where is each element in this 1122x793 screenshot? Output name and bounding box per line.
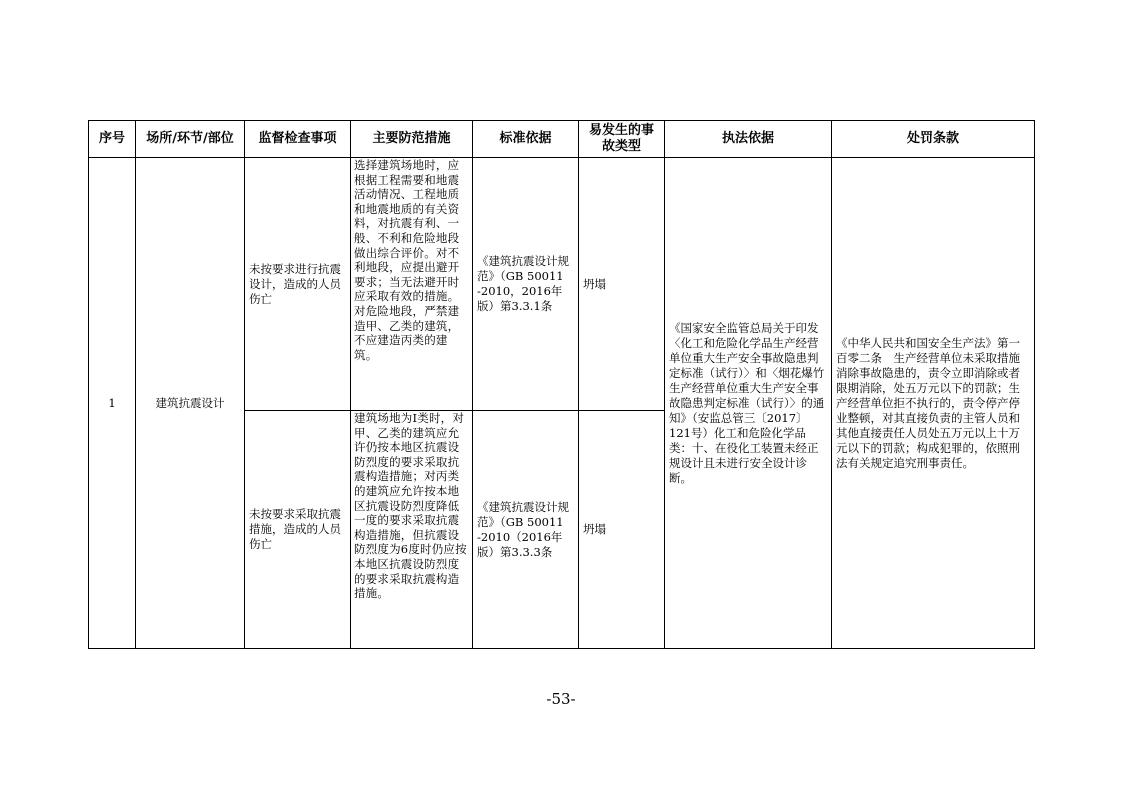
header-location: 场所/环节/部位 [136,121,245,158]
measure-cell: 选择建筑场地时，应根据工程需要和地震活动情况、工程地质和地震地质的有关资料，对抗震有利、一般、不利和危险地段做出综合评价。对不利地段，应提出避开要求；当无法避开时应采取有效的措施。对危险地段，严禁建造甲、乙类的建筑，不应建造丙类的建筑。 [351,158,473,411]
header-standard: 标准依据 [473,121,579,158]
inspection-item-cell: 未按要求采取抗震措施，造成的人员伤亡 [245,411,351,649]
inspection-item-cell: 未按要求进行抗震设计，造成的人员伤亡 [245,158,351,411]
penalty-cell: 《中华人民共和国安全生产法》第一百零二条 生产经营单位未采取措施消除事故隐患的，责令立即消除或者限期消除，处五万元以下的罚款；生产经营单位拒不执行的，责令停产停业整顿，对其直接负责的主管人员和其他直接责任人员处五万元以上十万元以下的罚款；构成犯罪的，依照刑法有关规定追究刑事责任。 [832,158,1035,649]
standard-cell: 《建筑抗震设计规范》（GB 50011 -2010，2016年版）第3.3.1条 [473,158,579,411]
header-accident-type: 易发生的事故类型 [579,121,665,158]
seq-cell: 1 [89,158,136,649]
law-basis-cell: 《国家安全监管总局关于印发〈化工和危险化学品生产经营单位重大生产安全事故隐患判定标准（试行）〉和〈烟花爆竹生产经营单位重大生产安全事故隐患判定标准（试行）〉的通知》（安监总管三〔2017〕121号）化工和危险化学品类：十、在役化工装置未经正规设计且未进行安全设计诊断。 [665,158,832,649]
header-measures: 主要防范措施 [351,121,473,158]
header-penalty: 处罚条款 [832,121,1035,158]
location-cell: 建筑抗震设计 [136,158,245,649]
standard-cell: 《建筑抗震设计规范》（GB 50011 -2010（2016年版）第3.3.3条 [473,411,579,649]
header-inspection-item: 监督检查事项 [245,121,351,158]
header-seq: 序号 [89,121,136,158]
table-row [89,158,1035,411]
header-law-basis: 执法依据 [665,121,832,158]
inspection-table [88,120,1035,649]
page-number: -53- [546,690,576,708]
accident-type-cell: 坍塌 [579,411,665,649]
measure-cell: 建筑场地为Ⅰ类时，对甲、乙类的建筑应允许仍按本地区抗震设防烈度的要求采取抗震构造措施；对丙类的建筑应允许按本地区抗震设防烈度降低一度的要求采取抗震构造措施，但抗震设防烈度为6度时仍应按本地区抗震设防烈度的要求采取抗震构造措施。 [351,411,473,649]
header-row [89,121,1035,158]
accident-type-cell: 坍塌 [579,158,665,411]
